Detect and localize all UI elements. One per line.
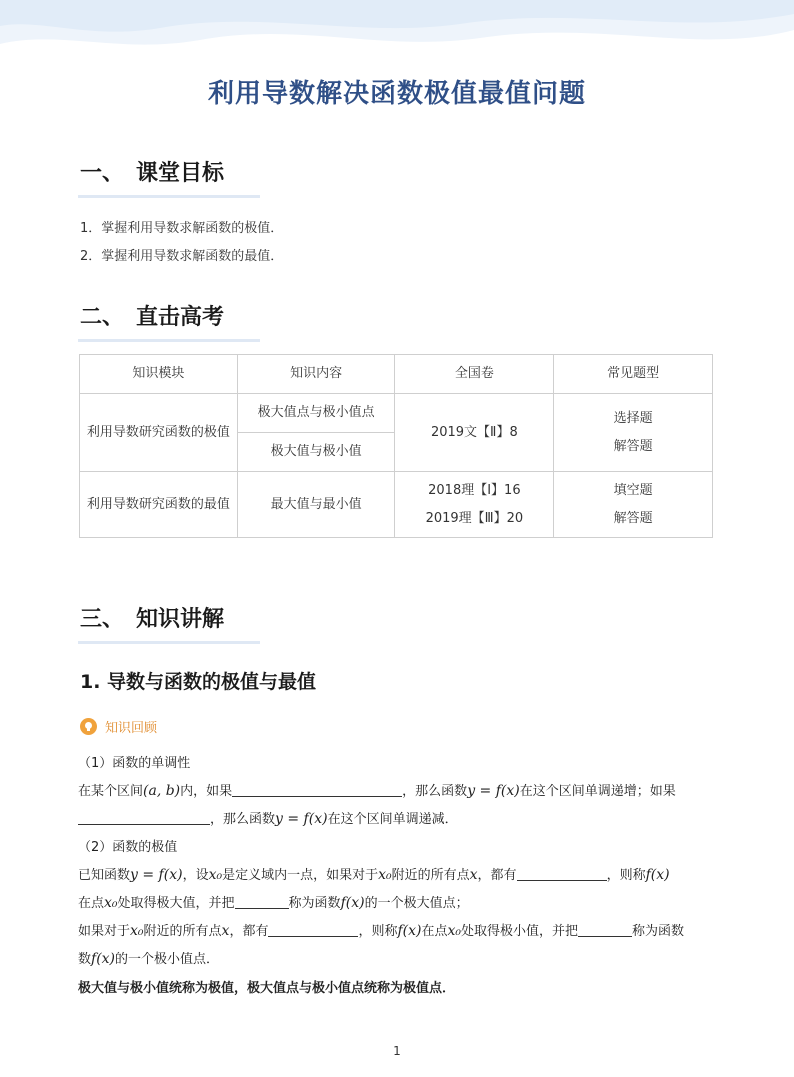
- table-cell-exam: [395, 472, 554, 538]
- text: 数: [78, 952, 92, 967]
- text-line: [78, 864, 718, 883]
- text: ，都有: [477, 868, 517, 883]
- exam-ref: 2019理【Ⅲ】20: [425, 510, 524, 526]
- text: 的一个极大值点；: [364, 896, 469, 911]
- lightbulb-icon: [80, 718, 97, 735]
- table-header-cell: 知识内容: [237, 355, 395, 394]
- text: ，设: [182, 868, 209, 883]
- table-cell-type: [554, 394, 713, 472]
- table-header-cell: 全国卷: [395, 355, 554, 394]
- text: 在点: [421, 924, 448, 939]
- section-title: 知识讲解: [136, 607, 225, 632]
- paragraph-heading: （1）函数的单调性: [78, 756, 191, 771]
- math: f(x): [397, 923, 422, 939]
- math: f(x): [340, 895, 365, 911]
- math: f(x): [645, 867, 670, 883]
- math: x₀: [447, 923, 462, 939]
- section-number: 二、: [80, 305, 125, 330]
- exam-ref: 2018理【Ⅰ】16: [428, 482, 521, 498]
- math: y = f(x): [130, 867, 183, 883]
- section-underline: [78, 339, 260, 342]
- table-header-cell: 知识模块: [80, 355, 238, 394]
- fill-blank[interactable]: [78, 811, 210, 825]
- text: 附近的所有点: [391, 868, 470, 883]
- math: (a, b): [143, 783, 181, 799]
- math: x: [469, 867, 478, 883]
- text: 处取得极小值，并把: [461, 924, 579, 939]
- document-title: 利用导数解决函数极值最值问题: [207, 79, 586, 109]
- text: 在这个区间单调递增；如果: [519, 784, 676, 799]
- text: 称为函数: [632, 924, 685, 939]
- summary-statement: 极大值与极小值统称为极值，极大值点与极小值点统称为极值点．: [78, 981, 456, 996]
- text: ，那么函数: [210, 812, 276, 827]
- table-cell-exam: 2019文【Ⅱ】8: [395, 394, 554, 472]
- text-line: [78, 780, 718, 799]
- fill-blank[interactable]: [232, 783, 402, 797]
- text-line: [78, 948, 718, 967]
- goal-item-1: 1．掌握利用导数求解函数的极值．: [80, 221, 284, 236]
- text: ，那么函数: [402, 784, 468, 799]
- section-number: 一、: [80, 161, 125, 186]
- text: ，都有: [229, 924, 269, 939]
- type-label: 选择题: [613, 410, 653, 426]
- header-wave-decoration: [0, 0, 794, 64]
- text: 是定义域内一点，如果对于: [222, 868, 379, 883]
- text: 已知函数: [78, 868, 131, 883]
- table-cell-type: [554, 472, 713, 538]
- text: 如果对于: [78, 924, 131, 939]
- math: x₀: [208, 867, 223, 883]
- page-number: 1: [393, 1044, 401, 1058]
- math: f(x): [91, 951, 116, 967]
- text-line: [78, 892, 718, 911]
- section-heading-knowledge: [80, 602, 224, 633]
- section-title: 直击高考: [136, 305, 225, 330]
- goal-item-2: 2．掌握利用导数求解函数的最值．: [80, 249, 284, 264]
- text-line: [78, 808, 718, 827]
- table-header-cell: 常见题型: [554, 355, 713, 394]
- fill-blank[interactable]: [268, 923, 358, 937]
- text: ，则称: [606, 868, 646, 883]
- math: x: [221, 923, 230, 939]
- table-cell-content: 极大值与极小值: [237, 433, 395, 472]
- text: 附近的所有点: [143, 924, 222, 939]
- table-cell-module: 利用导数研究函数的极值: [80, 394, 238, 472]
- section-heading-exam: [80, 300, 224, 331]
- section-title: 课堂目标: [136, 161, 225, 186]
- text: 在点: [78, 896, 105, 911]
- section-underline: [78, 195, 260, 198]
- math: y = f(x): [467, 783, 520, 799]
- text: 内，如果: [180, 784, 233, 799]
- math: x₀: [104, 895, 118, 911]
- fill-blank[interactable]: [517, 867, 607, 881]
- table-cell-content: 最大值与最小值: [237, 472, 395, 538]
- math: y = f(x): [275, 811, 328, 827]
- subsection-title: 1. 导数与函数的极值与最值: [80, 671, 317, 693]
- text-line: [78, 920, 718, 939]
- fill-blank[interactable]: [578, 923, 632, 937]
- type-label: 填空题: [613, 482, 653, 498]
- math: x₀: [130, 923, 144, 939]
- fill-blank[interactable]: [235, 895, 289, 909]
- section-number: 三、: [80, 607, 125, 632]
- table-row: [80, 394, 713, 433]
- table-cell-module: 利用导数研究函数的最值: [80, 472, 238, 538]
- section-underline: [78, 641, 260, 644]
- section-heading-goals: [80, 156, 224, 187]
- exam-table: [79, 354, 713, 538]
- recall-label: 知识回顾: [105, 720, 158, 736]
- paragraph-heading: （2）函数的极值: [78, 840, 178, 855]
- text: 处取得极大值，并把: [117, 896, 235, 911]
- table-cell-content: 极大值点与极小值点: [237, 394, 395, 433]
- knowledge-recall-tag: [80, 715, 157, 737]
- text: ，则称: [358, 924, 398, 939]
- text: 称为函数: [288, 896, 341, 911]
- text: 在这个区间单调递减．: [327, 812, 458, 827]
- type-label: 解答题: [613, 438, 653, 454]
- math: x₀: [378, 867, 392, 883]
- text: 的一个极小值点．: [115, 952, 220, 967]
- type-label: 解答题: [613, 510, 653, 526]
- table-row: [80, 472, 713, 538]
- text: 在某个区间: [78, 784, 144, 799]
- table-header-row: [80, 355, 713, 394]
